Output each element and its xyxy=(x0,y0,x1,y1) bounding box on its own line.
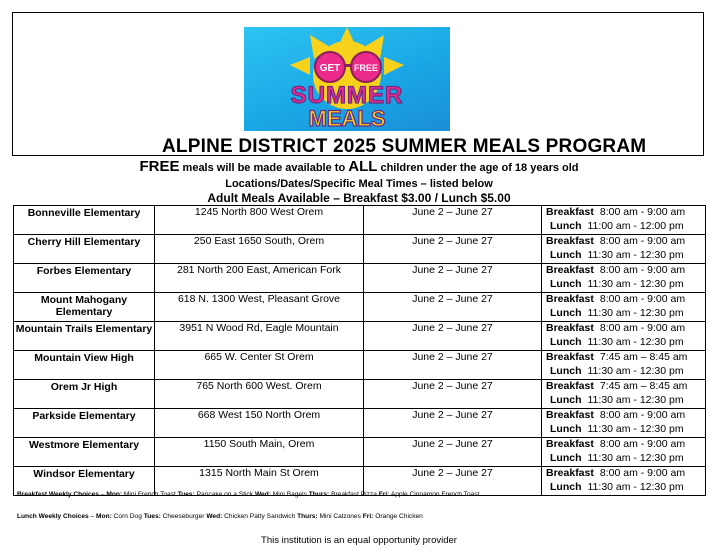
site-name: Mountain View High xyxy=(14,351,155,380)
table-row xyxy=(14,351,706,380)
site-dates: June 2 – June 27 xyxy=(364,351,542,380)
breakfast-time: 8:00 am - 9:00 am xyxy=(599,206,686,218)
site-name: Bonneville Elementary xyxy=(14,206,155,235)
lunch-label: Lunch xyxy=(550,248,582,261)
banner-get: GET xyxy=(319,63,341,74)
breakfast-time-line xyxy=(546,409,705,423)
site-address: 765 North 600 West. Orem xyxy=(155,380,364,409)
sites-table-body xyxy=(14,206,706,496)
breakfast-time-line xyxy=(546,380,705,394)
breakfast-time-line xyxy=(546,293,705,307)
choice-item: Cheeseburger xyxy=(162,513,205,520)
table-row xyxy=(14,293,706,322)
choice-item: Apple Cinnamon French Toast xyxy=(390,491,480,498)
breakfast-choices-items xyxy=(106,491,479,498)
choice-day: Mon: xyxy=(106,491,123,498)
breakfast-time: 8:00 am - 9:00 am xyxy=(599,438,686,450)
lunch-time: 11:30 am - 12:30 pm xyxy=(587,306,684,319)
breakfast-time: 8:00 am - 9:00 am xyxy=(599,409,686,421)
site-times xyxy=(542,467,706,496)
lunch-choices-label: Lunch Weekly Choices xyxy=(17,513,89,520)
lunch-time-line xyxy=(546,452,705,466)
lunch-time-line xyxy=(546,365,705,379)
choice-item: Breakfast Pizza xyxy=(331,491,377,498)
site-name: Cherry Hill Elementary xyxy=(14,235,155,264)
site-times xyxy=(542,293,706,322)
free-text-a: meals will be made available to xyxy=(179,162,349,174)
lunch-time-line xyxy=(546,423,705,437)
site-times xyxy=(542,409,706,438)
breakfast-time-line xyxy=(546,264,705,278)
lunch-label: Lunch xyxy=(550,335,582,348)
site-dates: June 2 – June 27 xyxy=(364,467,542,496)
breakfast-time-line xyxy=(546,467,705,481)
summer-meals-logo xyxy=(244,27,450,131)
breakfast-label: Breakfast xyxy=(546,409,594,421)
breakfast-time: 8:00 am - 9:00 am xyxy=(599,293,686,305)
site-times xyxy=(542,235,706,264)
breakfast-label: Breakfast xyxy=(546,206,594,218)
free-text-b: children under the age of 18 years old xyxy=(377,162,579,174)
choice-item: Mini Bagels xyxy=(272,491,307,498)
lunch-time: 11:30 am - 12:30 pm xyxy=(587,277,684,290)
lunch-time-line xyxy=(546,307,705,321)
site-times xyxy=(542,351,706,380)
choice-day: Fri: xyxy=(362,513,374,520)
lunch-time: 11:30 am - 12:30 pm xyxy=(587,451,684,464)
site-name: Forbes Elementary xyxy=(14,264,155,293)
lunch-time: 11:30 am - 12:30 pm xyxy=(587,393,684,406)
site-dates: June 2 – June 27 xyxy=(364,409,542,438)
summer-meals-logo-art xyxy=(244,27,450,131)
all-word: ALL xyxy=(348,158,378,175)
breakfast-label: Breakfast xyxy=(546,235,594,247)
lunch-label: Lunch xyxy=(550,393,582,406)
choice-day: Tues: xyxy=(143,513,161,520)
table-row xyxy=(14,380,706,409)
site-address: 1315 North Main St Orem xyxy=(155,467,364,496)
breakfast-time-line xyxy=(546,206,705,220)
lunch-time-line xyxy=(546,220,705,234)
lunch-choices-items xyxy=(96,513,423,520)
site-address: 665 W. Center St Orem xyxy=(155,351,364,380)
choice-day: Thurs: xyxy=(297,513,318,520)
site-address: 281 North 200 East, American Fork xyxy=(155,264,364,293)
table-row xyxy=(14,409,706,438)
breakfast-time-line xyxy=(546,235,705,249)
lunch-time: 11:30 am - 12:30 pm xyxy=(587,364,684,377)
site-times xyxy=(542,264,706,293)
breakfast-choices-label: Breakfast Weekly Choices xyxy=(17,491,99,498)
banner-summer: SUMMER xyxy=(290,82,404,109)
breakfast-label: Breakfast xyxy=(546,380,594,392)
site-times xyxy=(542,322,706,351)
choice-item: Mini Calzones xyxy=(319,513,361,520)
breakfast-time: 7:45 am – 8:45 am xyxy=(599,351,688,363)
breakfast-label: Breakfast xyxy=(546,351,594,363)
site-dates: June 2 – June 27 xyxy=(364,293,542,322)
table-row xyxy=(14,235,706,264)
lunch-time: 11:00 am - 12:00 pm xyxy=(587,219,684,232)
site-address: 1150 South Main, Orem xyxy=(155,438,364,467)
banner-free: FREE xyxy=(353,63,379,73)
site-address: 3951 N Wood Rd, Eagle Mountain xyxy=(155,322,364,351)
breakfast-time: 8:00 am - 9:00 am xyxy=(599,264,686,276)
lunch-time-line xyxy=(546,249,705,263)
lunch-label: Lunch xyxy=(550,306,582,319)
sites-table xyxy=(13,205,706,496)
site-times xyxy=(542,206,706,235)
equal-opportunity-footer: This institution is an equal opportunity provider xyxy=(261,535,457,546)
choice-day: Mon: xyxy=(96,513,112,520)
breakfast-label: Breakfast xyxy=(546,467,594,479)
breakfast-label: Breakfast xyxy=(546,293,594,305)
breakfast-time-line xyxy=(546,438,705,452)
site-name: Westmore Elementary xyxy=(14,438,155,467)
choice-day: Wed: xyxy=(206,513,223,520)
choice-day: Wed: xyxy=(254,491,271,498)
lunch-time-line xyxy=(546,394,705,408)
page-title: ALPINE DISTRICT 2025 SUMMER MEALS PROGRAM xyxy=(162,136,647,157)
site-times xyxy=(542,438,706,467)
site-name: Windsor Elementary xyxy=(14,467,155,496)
table-row xyxy=(14,438,706,467)
site-address: 618 N. 1300 West, Pleasant Grove xyxy=(155,293,364,322)
lunch-label: Lunch xyxy=(550,480,582,493)
table-row xyxy=(14,322,706,351)
site-dates: June 2 – June 27 xyxy=(364,235,542,264)
choice-day: Thurs: xyxy=(308,491,330,498)
site-address: 1245 North 800 West Orem xyxy=(155,206,364,235)
breakfast-time: 7:45 am – 8:45 am xyxy=(599,380,688,392)
lunch-time: 11:30 am - 12:30 pm xyxy=(587,248,684,261)
site-dates: June 2 – June 27 xyxy=(364,438,542,467)
site-dates: June 2 – June 27 xyxy=(364,322,542,351)
site-times xyxy=(542,380,706,409)
lunch-label: Lunch xyxy=(550,451,582,464)
breakfast-label: Breakfast xyxy=(546,264,594,276)
lunch-choices: Lunch Weekly Choices – Mon: Corn Dog Tues: Cheeseburger Wed: Chicken Patty Sandwich Thurs: Mini Calzones Fri: Orange Chicken xyxy=(17,513,423,520)
breakfast-time: 8:00 am - 9:00 am xyxy=(599,322,686,334)
lunch-time: 11:30 am - 12:30 pm xyxy=(587,422,684,435)
table-row xyxy=(14,206,706,235)
choice-item: Mini French Toast xyxy=(123,491,176,498)
lunch-time: 11:30 am - 12:30 pm xyxy=(587,480,684,493)
choice-day: Fri: xyxy=(378,491,390,498)
breakfast-choices: Breakfast Weekly Choices – Mon: Mini French Toast Tues: Pancake on a Stick Wed: Mini Bagels Thurs: Breakfast Pizza Fri: Apple Cinnamon French Toast xyxy=(17,491,480,498)
free-meals-notice xyxy=(0,158,718,175)
breakfast-time-line xyxy=(546,351,705,365)
choice-item: Orange Chicken xyxy=(375,513,423,520)
site-name: Mountain Trails Elementary xyxy=(14,322,155,351)
site-name: Orem Jr High xyxy=(14,380,155,409)
site-dates: June 2 – June 27 xyxy=(364,264,542,293)
site-name: Parkside Elementary xyxy=(14,409,155,438)
lunch-label: Lunch xyxy=(550,364,582,377)
site-name: Mount Mahogany Elementary xyxy=(14,293,155,322)
lunch-time-line xyxy=(546,481,705,495)
free-word: FREE xyxy=(139,158,180,175)
breakfast-label: Breakfast xyxy=(546,322,594,334)
choice-item: Pancake on a Stick xyxy=(196,491,254,498)
breakfast-time: 8:00 am - 9:00 am xyxy=(599,467,686,479)
lunch-label: Lunch xyxy=(550,277,582,290)
lunch-label: Lunch xyxy=(550,219,582,232)
locations-line: Locations/Dates/Specific Meal Times – listed below xyxy=(225,178,493,190)
banner-meals: MEALS xyxy=(308,106,386,131)
breakfast-time: 8:00 am - 9:00 am xyxy=(599,235,686,247)
lunch-time-line xyxy=(546,278,705,292)
site-address: 250 East 1650 South, Orem xyxy=(155,235,364,264)
adult-meals-line: Adult Meals Available – Breakfast $3.00 / Lunch $5.00 xyxy=(207,191,511,205)
site-dates: June 2 – June 27 xyxy=(364,206,542,235)
table-row xyxy=(14,264,706,293)
choice-day: Tues: xyxy=(177,491,195,498)
breakfast-time-line xyxy=(546,322,705,336)
site-dates: June 2 – June 27 xyxy=(364,380,542,409)
lunch-label: Lunch xyxy=(550,422,582,435)
choice-item: Corn Dog xyxy=(113,513,142,520)
breakfast-label: Breakfast xyxy=(546,438,594,450)
site-address: 668 West 150 North Orem xyxy=(155,409,364,438)
lunch-time-line xyxy=(546,336,705,350)
choice-item: Chicken Patty Sandwich xyxy=(224,513,296,520)
lunch-time: 11:30 am - 12:30 pm xyxy=(587,335,684,348)
